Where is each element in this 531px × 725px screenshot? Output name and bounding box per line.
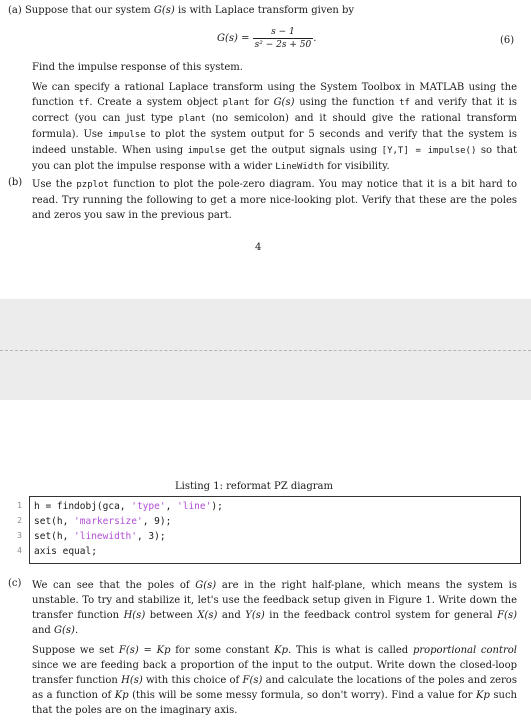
- g-of-s: G(s): [153, 5, 175, 16]
- line-number: 2: [17, 516, 22, 525]
- part-a-paragraph: We can specify a rational Laplace transform using the System Toolbox in MATLAB using the function tf. Create a system object plant for G(s) using the function tf and verify that it is correct (you can just type plant (no semicolon) and it should give the rational transform formula). Use impulse to plot the system output for 5 seconds and verify that the system is indeed unstable. When using impulse get the output signals using [Y,T] = impulse() so that you can plot the impulse response with a wider LineWidth for visibility.: [32, 82, 517, 172]
- line-number: 3: [17, 531, 22, 540]
- code-listing: [29, 496, 521, 564]
- equation-period: .: [313, 33, 317, 44]
- code-line: h = findobj(gca, 'type', 'line');: [34, 501, 223, 512]
- part-b-label: (b): [8, 177, 23, 188]
- line-number: 4: [17, 546, 22, 555]
- line-number: 1: [17, 501, 22, 510]
- part-a-intro-tail: is with Laplace transform given by: [177, 5, 355, 16]
- code-y-t-impulse: [Y,T] = impulse(): [381, 146, 477, 156]
- code-tf: tf: [78, 98, 90, 108]
- string-literal: 'linewidth': [74, 531, 137, 542]
- equation-denominator: s² − 2s + 50: [254, 40, 312, 50]
- code-linewidth: LineWidth: [275, 162, 325, 172]
- code-line: axis equal;: [34, 546, 97, 557]
- part-c-paragraph-2: Suppose we set F(s) = Kp for some constant Kp. This is what is called proportional control since we are feeding back a proportion of the input to the output. Write down the closed-loop transfer function H(s) with this choice of F(s) and calculate the locations of the poles and zeros as a function of Kp (this will be some messy formula, so don't worry). Find a value for Kp such that the poles are on the imaginary axis.: [32, 645, 517, 716]
- part-a-intro: Suppose that our system: [24, 5, 151, 16]
- part-c-paragraph-1: We can see that the poles of G(s) are in the right half-plane, which means the system is unstable. To try and stabilize it, let's use the feedback setup given in Figure 1. Write down the transfer function H(s) between X(s) and Y(s) in the feedback control system for general F(s) and G(s).: [32, 580, 517, 636]
- equation-fraction: [253, 26, 317, 51]
- code-tf: tf: [399, 98, 410, 108]
- code-plant: plant: [178, 114, 206, 124]
- code-line: set(h, 'markersize', 9);: [34, 516, 172, 527]
- page-number: 4: [255, 242, 262, 253]
- part-c-label: (c): [8, 578, 22, 589]
- equation-number: (6): [500, 35, 515, 46]
- code-pzplot: pzplot: [76, 180, 109, 190]
- emphasis: proportional control: [412, 645, 517, 656]
- equation-numerator: s − 1: [253, 26, 314, 39]
- equation-lhs: G(s) =: [217, 33, 250, 44]
- string-literal: 'markersize': [74, 516, 143, 527]
- code-impulse: impulse: [187, 146, 226, 156]
- string-literal: 'line': [177, 501, 212, 512]
- find-impulse-text: Find the impulse response of this system.: [32, 62, 243, 73]
- transfer-function-equation: [217, 26, 316, 51]
- code-line: set(h, 'linewidth', 3);: [34, 531, 166, 542]
- listing-caption: Listing 1: reformat PZ diagram: [175, 481, 334, 492]
- code-impulse: impulse: [107, 130, 146, 140]
- part-a-intro-line: [8, 4, 354, 18]
- part-a-label: (a): [8, 5, 22, 16]
- string-literal: 'type': [131, 501, 166, 512]
- page-break-divider: [0, 350, 531, 351]
- code-plant: plant: [222, 98, 250, 108]
- part-b-paragraph: Use the pzplot function to plot the pole-zero diagram. You may notice that it is a bit hard to read. Try running the following to get a more nice-looking plot. Verify that these are the poles and zeros you saw in the previous part.: [32, 179, 517, 221]
